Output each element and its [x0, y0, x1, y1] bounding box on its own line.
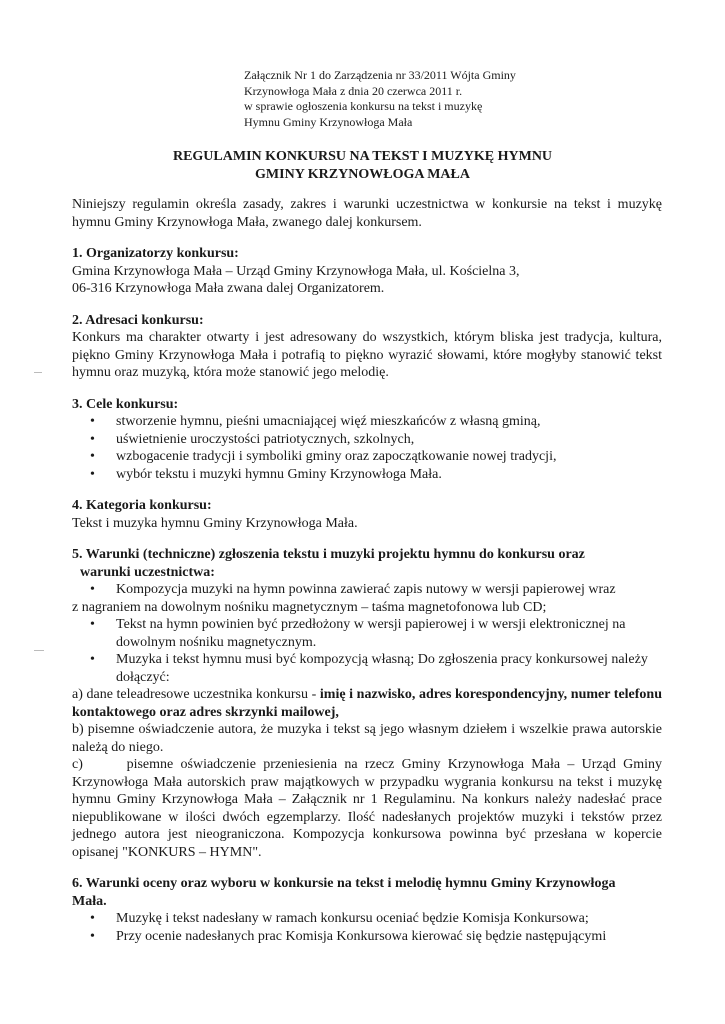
item-a [72, 686, 662, 721]
section-2-heading: 2. Adresaci konkursu: [72, 312, 204, 328]
section-3-heading: 3. Cele konkursu: [72, 396, 179, 412]
section-1-line: 06-316 Krzynowłoga Mała zwana dalej Organizatorem. [72, 281, 385, 296]
list-item: • Kompozycja muzyki na hymn powinna zawierać zapis nutowy w wersji papierowej wraz [72, 581, 662, 599]
section-3-list [72, 413, 662, 483]
scan-mark [34, 372, 42, 373]
title-line-2: GMINY KRZYNOWŁOGA MAŁA [255, 167, 470, 182]
section-4-text: Tekst i muzyka hymnu Gminy Krzynowłoga Mała. [72, 515, 358, 531]
section-1-line: Gmina Krzynowłoga Mała – Urząd Gminy Krzynowłoga Mała, ul. Kościelna 3, [72, 263, 520, 279]
title-line-1: REGULAMIN KONKURSU NA TEKST I MUZYKĘ HYMNU [172, 149, 553, 164]
document-body [72, 196, 666, 945]
item-c: c) pisemne oświadczenie przeniesienia na rzecz Gminy Krzynowłoga Mała – Urząd Gminy Krzynowłoga Mała autorskich praw majątkowych w przypadku wygrania konkursu na tekst i muzykę hymnu Gminy Krzynowłoga Mała – Załącznik nr 1 Regulaminu. Na konkurs należy nadesłać prace niepublikowane w ilości dwóch egzemplarzy. Ilość nadesłanych projektów muzyki i tekstów przez jednego autora jest nieograniczona. Kompozycja konkursowa powinna być przesłana w kopercie opisanej "KONKURS – HYMN". [72, 757, 666, 860]
item-b: b) pisemne oświadczenie autora, że muzyka i tekst są jego własnym dziełem i wszelkie prawa autorskie należą do niego. [72, 722, 662, 755]
intro-paragraph: Niniejszy regulamin określa zasady, zakres i warunki uczestnictwa w konkursie na tekst i muzykę hymnu Gminy Krzynowłoga Mała, zwanego dalej konkursem. [72, 197, 662, 230]
section-5-list [72, 581, 662, 599]
section-6-list [72, 910, 662, 945]
annex-line: w sprawie ogłoszenia konkursu na tekst i muzykę [244, 99, 483, 113]
section-2-text: Konkurs ma charakter otwarty i jest adresowany do wszystkich, którym bliska jest tradycja, kultura, piękno Gminy Krzynowłoga Mała i potrafią to piękno wyrazić słowami, które mogłyby stanowić tekst hymnu oraz muzyką, która może stanowić jego melodię. [72, 330, 662, 380]
section-6-heading-line-1: 6. Warunki oceny oraz wyboru w konkursie na tekst i melodię hymnu Gminy Krzynowłoga [72, 876, 616, 891]
section-4-heading: 4. Kategoria konkursu: [72, 498, 212, 513]
list-item: • Tekst na hymn powinien być przedłożony w wersji papierowej i w wersji elektronicznej na dowolnym nośniku magnetycznym. [72, 616, 662, 651]
list-item: • stworzenie hymnu, pieśni umacniającej więź mieszkańców z własną gminą, [72, 413, 662, 431]
list-item: • wybór tekstu i muzyki hymnu Gminy Krzynowłoga Mała. [72, 466, 662, 484]
document-title [0, 148, 725, 184]
list-item: • Muzyka i tekst hymnu musi być kompozycją własną; Do zgłoszenia pracy konkursowej należy dołączyć: [72, 651, 662, 686]
annex-line: Krzynowłoga Mała z dnia 20 czerwca 2011 r. [244, 83, 463, 98]
annex-line: Hymnu Gminy Krzynowłoga Mała [244, 114, 413, 129]
section-5-heading-line-1: 5. Warunki (techniczne) zgłoszenia tekstu i muzyki projektu hymnu do konkursu oraz [72, 547, 585, 562]
section-5-list [72, 616, 662, 686]
item-a-bold: imię i nazwisko, adres korespondencyjny, numer telefonu kontaktowego oraz adres skrzynki mailowej, [72, 687, 663, 720]
section-5-heading-line-2: warunki uczestnictwa: [80, 564, 215, 580]
section-1-heading: 1. Organizatorzy konkursu: [72, 246, 239, 261]
item-a-prefix: a) dane teleadresowe uczestnika konkursu - [72, 687, 320, 702]
list-item: • Przy ocenie nadesłanych prac Komisja Konkursowa kierować się będzie następującymi [72, 928, 662, 946]
section-6-heading-line-2: Mała. [72, 893, 107, 909]
list-item: • Muzykę i tekst nadesłany w ramach konkursu oceniać będzie Komisja Konkursowa; [72, 910, 662, 928]
scan-mark [34, 650, 44, 651]
annex-line: Załącznik Nr 1 do Zarządzenia nr 33/2011 Wójta Gminy [244, 68, 516, 82]
section-5-bullet-continuation: z nagraniem na dowolnym nośniku magnetycznym – taśma magnetofonowa lub CD; [72, 599, 547, 615]
list-item: • uświetnienie uroczystości patriotycznych, szkolnych, [72, 431, 662, 449]
annex-header [244, 68, 584, 130]
list-item: • wzbogacenie tradycji i symboliki gminy oraz zapoczątkowanie nowej tradycji, [72, 448, 662, 466]
